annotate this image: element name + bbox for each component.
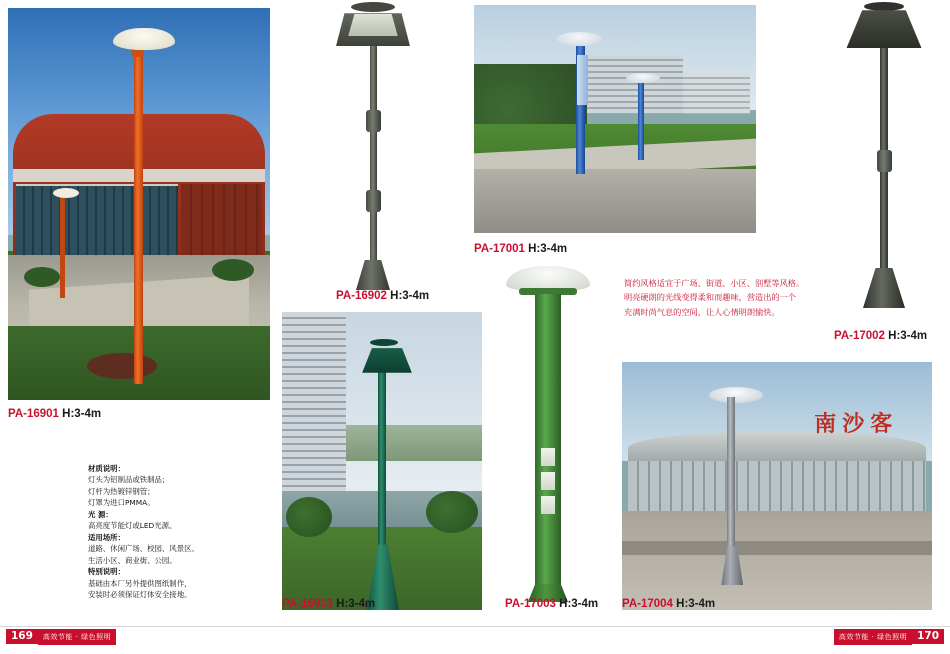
product-code: PA-17004 [622,598,673,610]
product-size: H:3-4m [559,598,599,610]
lamp-pole-joint [877,150,892,172]
spec-material-line: 灯杆为热镀锌钢管； [88,486,155,496]
product-photo-pa-17002 [820,0,948,322]
tree [286,497,332,537]
product-code: PA-16901 [8,408,59,420]
product-size: H:3-4m [528,243,568,255]
spec-material-line: 灯头为铝制品或铁制品； [88,475,170,485]
product-photo-pa-17003 [492,258,604,610]
spec-light-line: 高亮度节能灯或LED光源。 [88,521,177,531]
lamp-pole-joint [366,110,381,132]
lamp-head [709,387,763,403]
spec-usage-title: 适用场所： [88,532,125,542]
column-window [541,472,555,490]
product-size: H:3-4m [390,290,430,302]
product-size: H:3-4m [888,330,928,342]
lamp-pole-joint [366,190,381,212]
product-code: PA-16902 [336,290,387,302]
product-size: H:3-4m [62,408,102,420]
plaza-region [622,511,932,610]
footer-divider [0,626,950,627]
caption-pa-17003 [505,598,598,610]
lamp-pole [134,47,143,384]
product-photo-pa-17001 [474,5,756,233]
lamp-head [113,28,175,50]
footer-right [834,629,944,644]
spec-note-line: 基础由本厂另外提供图纸制作， [88,578,192,588]
lamp-shade [845,6,923,48]
specification-block [88,463,258,601]
blurb-line: 充满时尚气息的空间，让人心情明朗愉快。 [624,306,780,317]
blurb-line: 明亮硬朗的光线变得柔和而趣味，营造出的一个 [624,292,796,303]
lamp-pole [378,372,386,557]
lamp-cap [351,2,395,12]
product-code: PA-17001 [474,243,525,255]
spec-note-title: 特别说明： [88,567,125,577]
road-region [474,169,756,233]
footer-left [6,629,116,644]
terminal-facade [628,461,926,516]
caption-pa-16901 [8,408,101,420]
far-shore [346,425,482,461]
secondary-lamp-pole [60,196,65,298]
lamp-pole-secondary [638,83,644,161]
lamp-pole [727,397,735,551]
shrub [24,267,60,287]
spec-usage-line: 生活小区、商业街、公园。 [88,555,177,565]
product-code: PA-16903 [282,598,333,610]
spec-note-line: 安装时必须保证灯体安全接地。 [88,590,192,600]
pavement-strip [622,541,932,556]
tree [426,491,478,533]
building-glass-left [16,184,178,260]
lamp-base [356,260,390,290]
spec-material-line: 灯罩为进口PMMA。 [88,498,155,508]
marketing-blurb [624,276,824,319]
page-number-right: 170 [912,629,944,644]
spec-usage-line: 道路、休闲广场、校园、风景区、 [88,544,199,554]
spec-material-title: 材质说明： [88,464,125,473]
spec-light-title: 光 源： [88,509,113,519]
high-rise-building [282,312,346,497]
lamp-column [535,294,561,588]
lamp-pole [370,46,377,264]
column-window [541,448,555,466]
caption-pa-17004 [622,598,715,610]
caption-pa-16902 [336,290,429,302]
lamp-column-diffuser [577,55,588,105]
product-code: PA-17003 [505,598,556,610]
page-number-left: 169 [6,629,38,644]
product-size: H:3-4m [336,598,376,610]
building-sign-text: 南沙客 [814,411,899,437]
caption-pa-17001 [474,243,567,255]
column-window [541,496,555,514]
product-photo-pa-16903 [282,312,482,610]
product-code: PA-17002 [834,330,885,342]
blurb-line: 简约风格适宜于广场、街道、小区、别墅等风格。 [624,278,805,288]
footer-tagline-right: 高效节能 · 绿色照明 [834,629,912,645]
footer-tagline-left: 高效节能 · 绿色照明 [38,629,116,645]
office-building-secondary [683,73,751,114]
office-building [581,55,683,114]
lamp-cap [370,339,398,346]
product-photo-pa-16902 [298,0,448,300]
lamp-cap [864,2,904,11]
building-glass-right [181,184,262,258]
product-photo-pa-17004 [622,362,932,610]
caption-pa-16903 [282,598,375,610]
product-size: H:3-4m [676,598,716,610]
lamp-base [863,268,905,308]
flowerbed [87,353,157,379]
shrub [212,259,254,281]
caption-pa-17002 [834,330,927,342]
product-photo-pa-16901 [8,8,270,400]
